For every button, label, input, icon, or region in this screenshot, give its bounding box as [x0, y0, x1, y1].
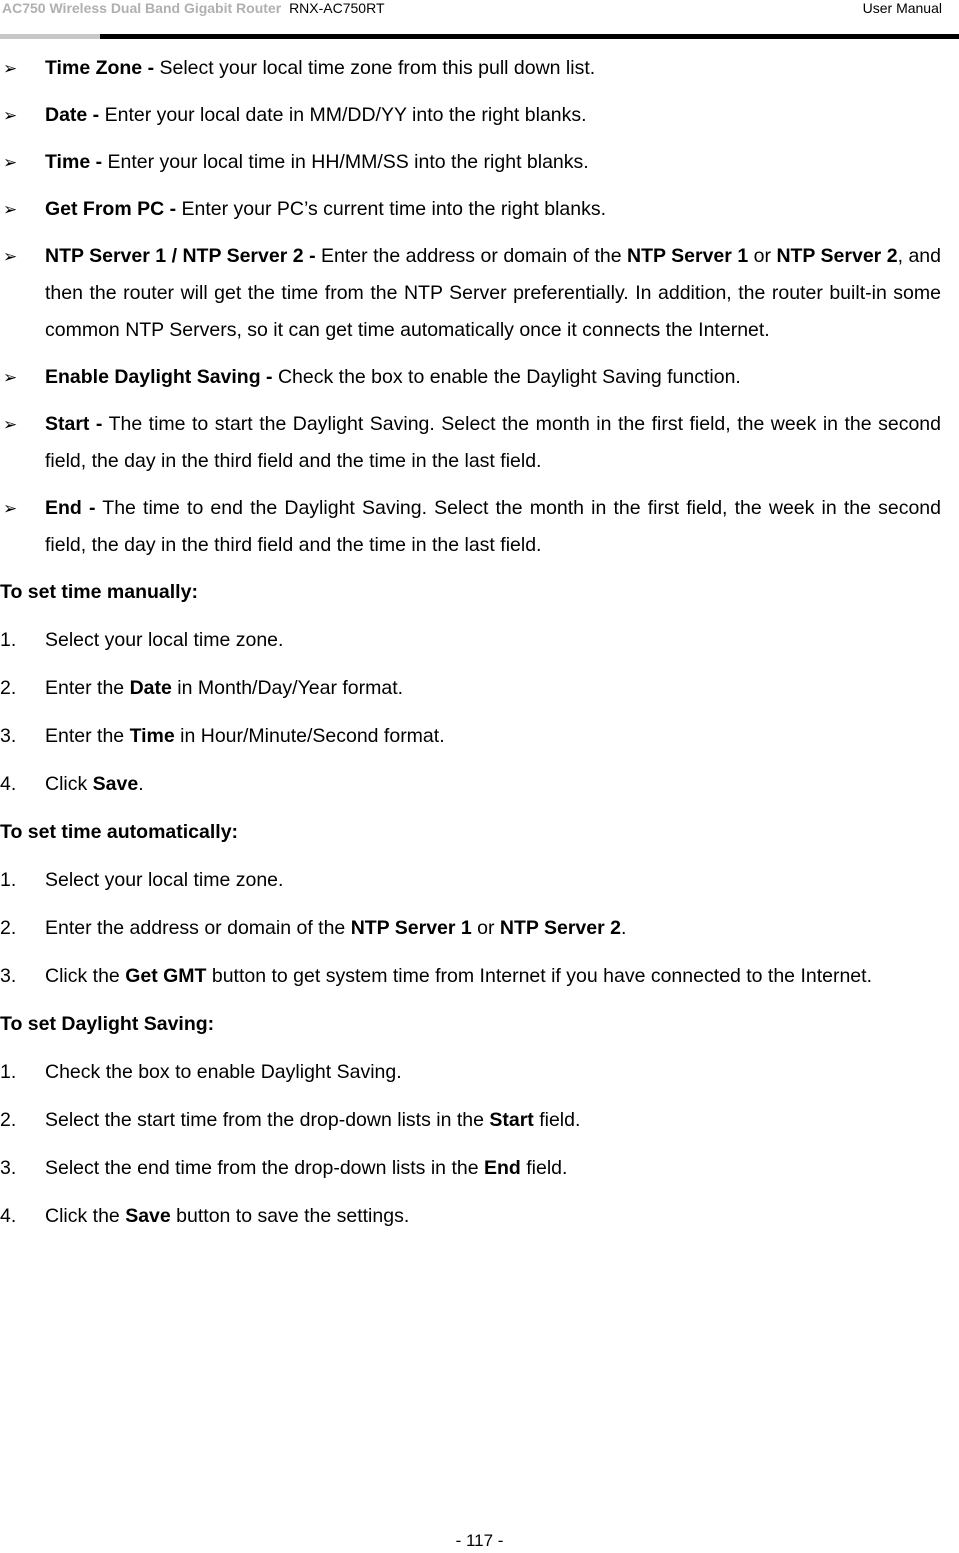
bullet-term: Enable Daylight Saving -: [45, 366, 273, 388]
heading-daylight: To set Daylight Saving:: [0, 1013, 215, 1035]
bullet-text: Enter the address or domain of the: [315, 245, 628, 267]
header-left: [2, 0, 385, 16]
step-text: Click the: [45, 965, 126, 987]
heading-manual: To set time manually:: [0, 581, 198, 603]
bullet-enable-daylight-saving: [0, 359, 941, 396]
step-text: Click: [45, 773, 93, 795]
step-bold: NTP Server 1: [350, 917, 472, 939]
bullet-text: Enter your local date in MM/DD/YY into the right blanks.: [99, 104, 587, 126]
step-text: Select your local time zone.: [45, 629, 284, 651]
header-rule-black: [100, 34, 959, 39]
daylight-step: [0, 1102, 941, 1139]
arrow-bullet-icon: ➢: [3, 247, 18, 266]
step-text: Select the start time from the drop-down lists in the: [45, 1109, 490, 1131]
bullet-text: The time to start the Daylight Saving. Select the month in the first field, the week in the second field, the day in the third field and the time in the last field.: [45, 413, 941, 472]
bullet-bold: NTP Server 1: [627, 245, 749, 267]
step-text: Enter the: [45, 677, 130, 699]
step-text: .: [620, 917, 627, 939]
arrow-bullet-icon: ➢: [3, 59, 18, 78]
step-text: Click the: [45, 1205, 126, 1227]
heading-automatic: To set time automatically:: [0, 821, 239, 843]
page-number: - 117 -: [455, 1531, 504, 1550]
step-number: 2.: [0, 1109, 17, 1131]
step-bold: Save: [92, 773, 139, 795]
arrow-bullet-icon: ➢: [3, 200, 18, 219]
daylight-step: [0, 1198, 941, 1235]
bullet-time-zone: [0, 50, 941, 87]
step-text: in Hour/Minute/Second format.: [174, 725, 445, 747]
arrow-bullet-icon: ➢: [3, 499, 18, 518]
step-number: 2.: [0, 677, 17, 699]
manual-step: [0, 622, 941, 659]
bullet-text: , and then the router will get the time from the NTP Server preferentially. In addition, the router built-in some common NTP Servers, so it can get time automatically once it connects the Internet.: [45, 245, 941, 341]
manual-step: [0, 766, 941, 803]
step-number: 2.: [0, 917, 17, 939]
bullet-term: Get From PC -: [45, 198, 177, 220]
step-text: or: [471, 917, 500, 939]
manual-step: [0, 718, 941, 755]
step-bold: Start: [489, 1109, 534, 1131]
step-number: 1.: [0, 1061, 17, 1083]
step-text: .: [138, 773, 144, 795]
header-manual: User Manual: [862, 0, 942, 16]
bullet-text: The time to end the Daylight Saving. Select the month in the first field, the week in the second field, the day in the third field and the time in the last field.: [45, 497, 941, 556]
step-text: Select your local time zone.: [45, 869, 284, 891]
header-product: AC750 Wireless Dual Band Gigabit Router: [2, 0, 282, 16]
step-text: Enter the: [45, 725, 130, 747]
bullet-start: [0, 406, 941, 480]
bullet-end: [0, 490, 941, 564]
page-header: [0, 0, 959, 40]
bullet-term: NTP Server 1 / NTP Server 2 -: [45, 245, 316, 267]
automatic-step: [0, 958, 941, 995]
automatic-step: [0, 862, 941, 899]
step-text: field.: [533, 1109, 581, 1131]
step-text: Enter the address or domain of the: [45, 917, 351, 939]
bullet-text: Check the box to enable the Daylight Saving function.: [272, 366, 741, 388]
bullet-term: Start -: [45, 413, 103, 435]
step-number: 4.: [0, 773, 17, 795]
step-text: button to save the settings.: [170, 1205, 410, 1227]
arrow-bullet-icon: ➢: [3, 415, 18, 434]
bullet-term: End -: [45, 497, 96, 519]
step-bold: NTP Server 2: [499, 917, 621, 939]
step-text: field.: [520, 1157, 568, 1179]
arrow-bullet-icon: ➢: [3, 106, 18, 125]
step-text: in Month/Day/Year format.: [171, 677, 404, 699]
page-content: [0, 50, 941, 1246]
step-number: 3.: [0, 965, 17, 987]
arrow-bullet-icon: ➢: [3, 368, 18, 387]
bullet-text: Select your local time zone from this pull down list.: [154, 57, 596, 79]
daylight-step: [0, 1150, 941, 1187]
daylight-step: [0, 1054, 941, 1091]
header-model: RNX-AC750RT: [289, 0, 385, 16]
step-bold: Get GMT: [125, 965, 207, 987]
bullet-bold: NTP Server 2: [776, 245, 898, 267]
arrow-bullet-icon: ➢: [3, 153, 18, 172]
bullet-date: [0, 97, 941, 134]
step-number: 1.: [0, 869, 17, 891]
step-bold: Save: [125, 1205, 171, 1227]
bullet-text: or: [748, 245, 777, 267]
automatic-step: [0, 910, 941, 947]
step-number: 3.: [0, 725, 17, 747]
step-bold: Date: [129, 677, 172, 699]
step-bold: Time: [129, 725, 175, 747]
step-number: 1.: [0, 629, 17, 651]
bullet-text: Enter your PC’s current time into the right blanks.: [176, 198, 607, 220]
step-text: button to get system time from Internet if you have connected to the Internet.: [206, 965, 872, 987]
header-rule-grey: [0, 34, 100, 39]
step-number: 4.: [0, 1205, 17, 1227]
step-text: Check the box to enable Daylight Saving.: [45, 1061, 402, 1083]
bullet-time: [0, 144, 941, 181]
bullet-text: Enter your local time in HH/MM/SS into the right blanks.: [102, 151, 589, 173]
bullet-term: Time -: [45, 151, 103, 173]
bullet-term: Time Zone -: [45, 57, 155, 79]
step-number: 3.: [0, 1157, 17, 1179]
manual-step: [0, 670, 941, 707]
bullet-ntp-server: [0, 238, 941, 349]
step-text: Select the end time from the drop-down lists in the: [45, 1157, 484, 1179]
bullet-term: Date -: [45, 104, 100, 126]
step-bold: End: [483, 1157, 521, 1179]
bullet-get-from-pc: [0, 191, 941, 228]
